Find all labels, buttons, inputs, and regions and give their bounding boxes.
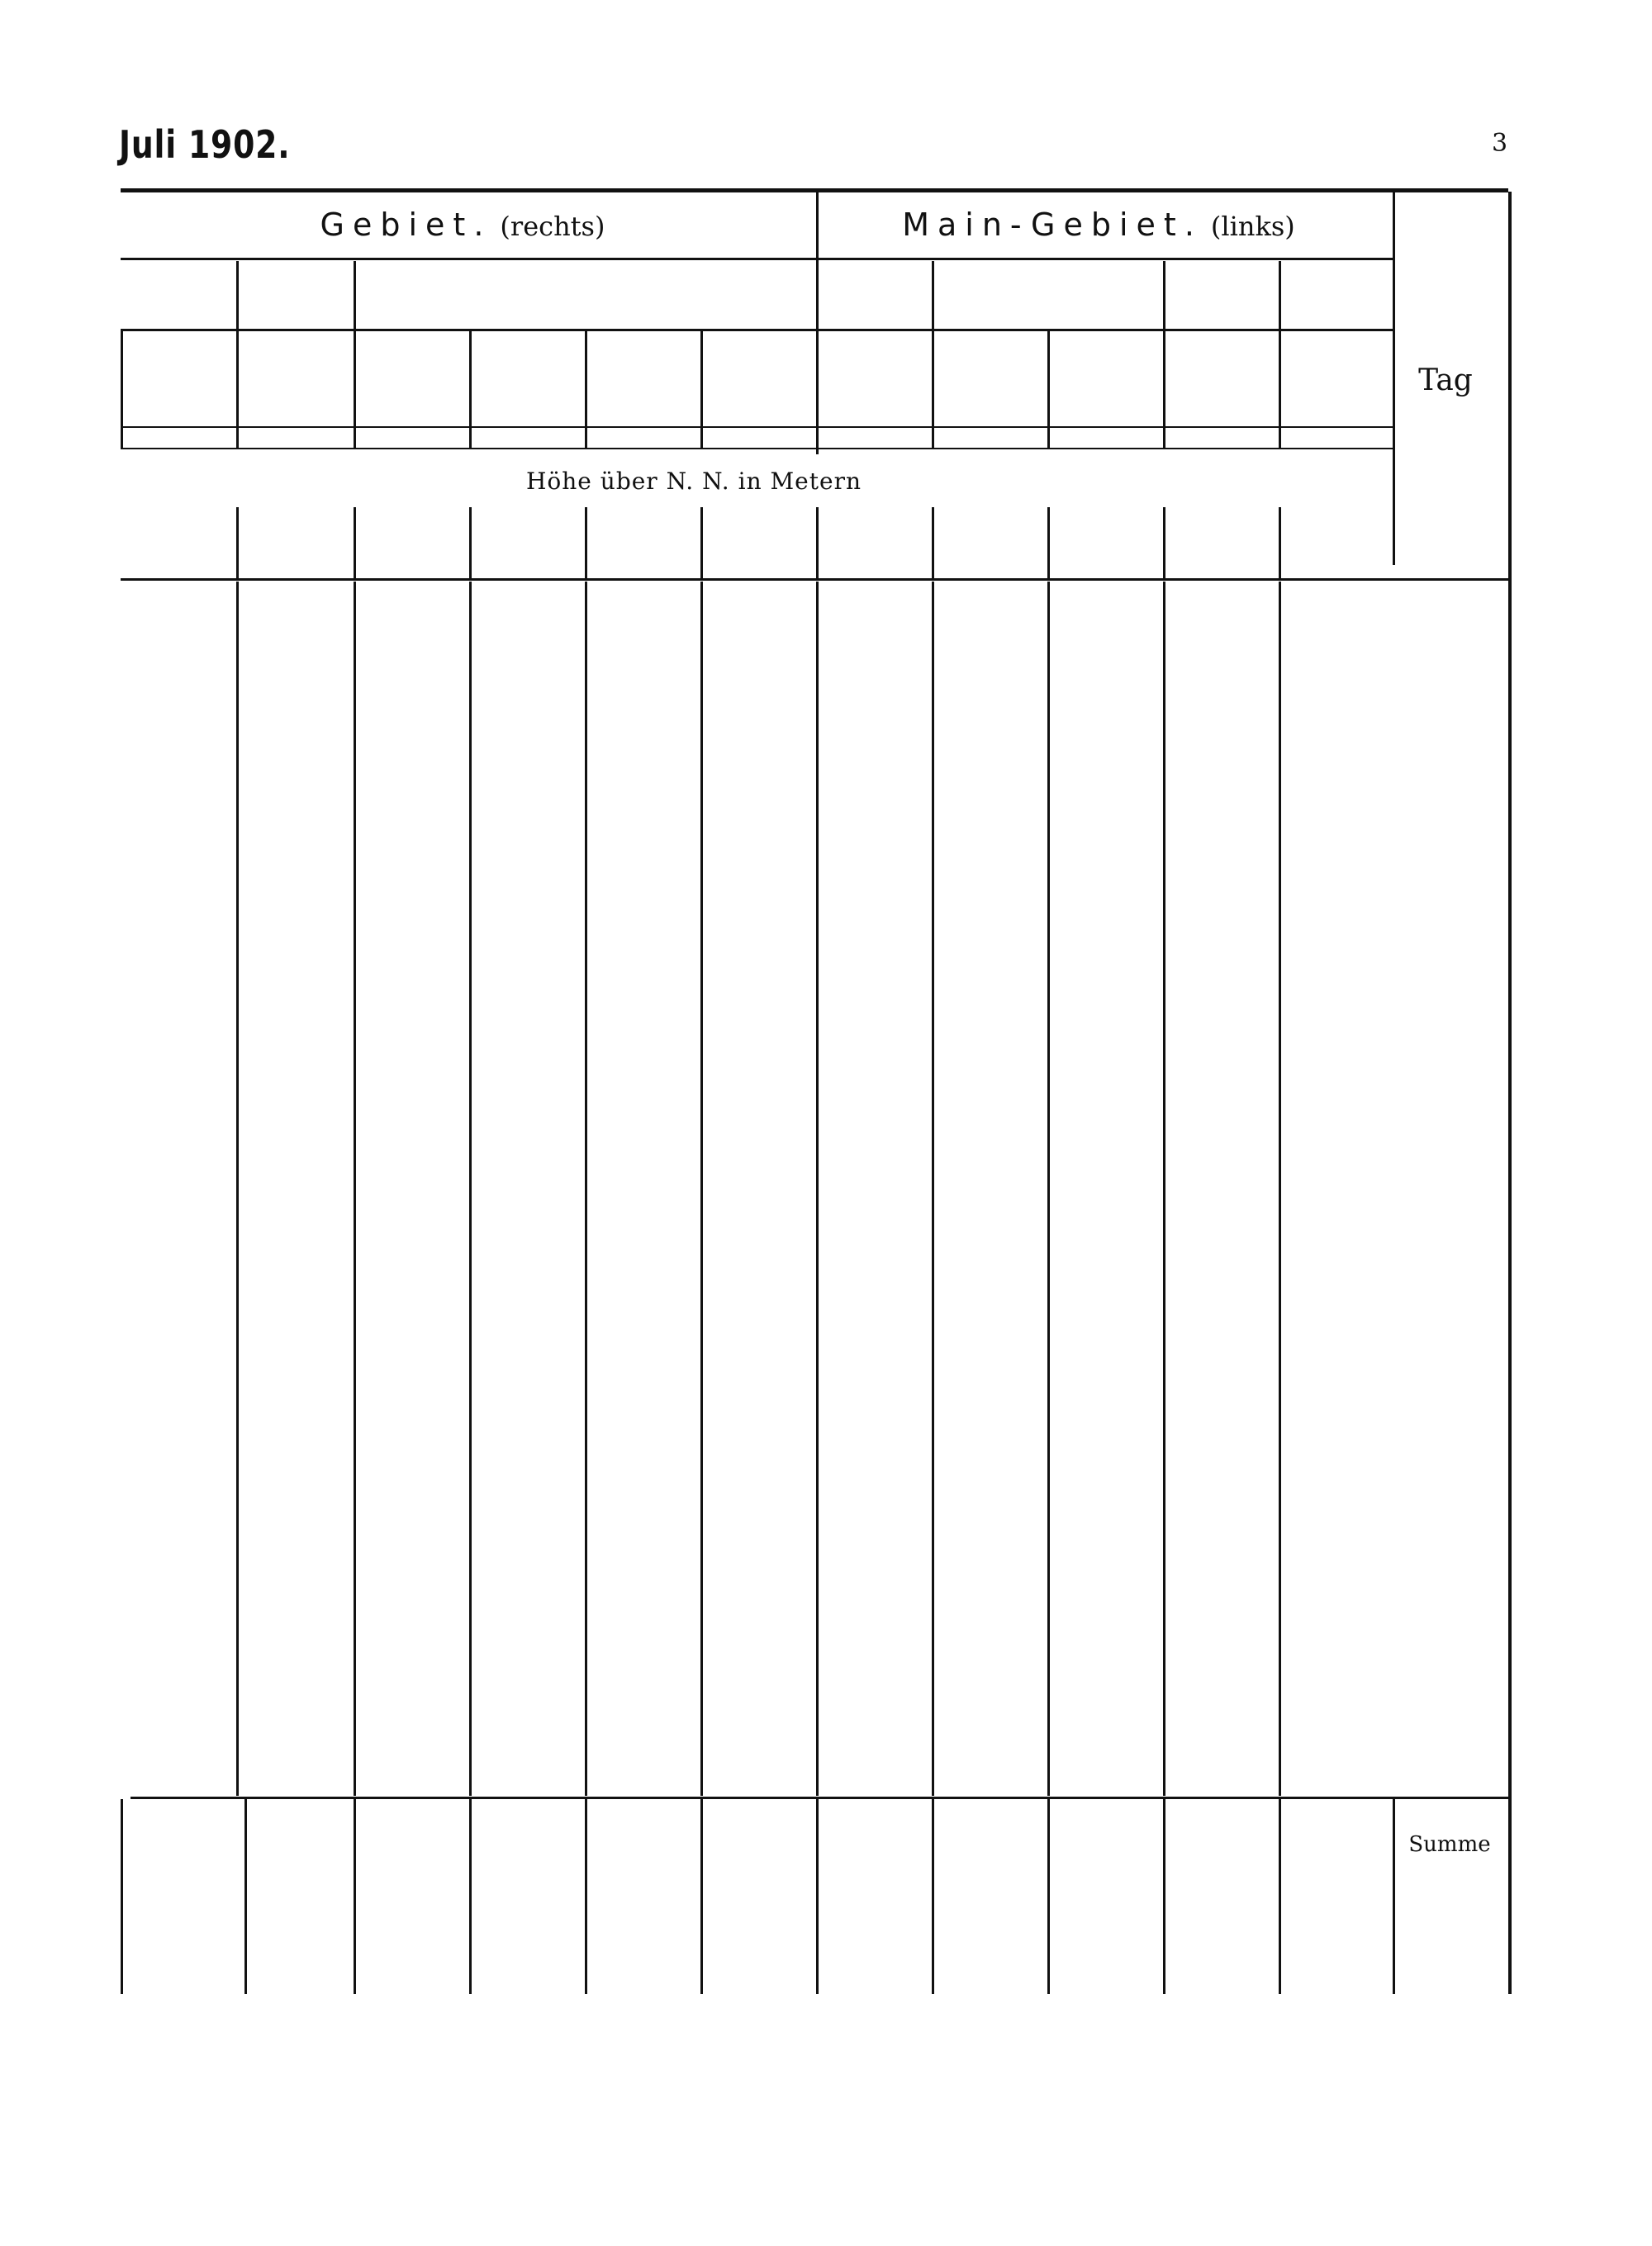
river-name (816, 263, 932, 327)
column-rule (1163, 582, 1165, 1796)
column-rule (700, 507, 703, 578)
region-left-header (124, 207, 801, 243)
column-rule (1163, 507, 1165, 578)
rule-line (131, 1797, 1508, 1799)
station-name (1279, 334, 1393, 425)
column-rule (932, 582, 934, 1796)
river-name (932, 263, 1163, 327)
column-rule (354, 507, 356, 578)
column-rule (1393, 1799, 1395, 1994)
column-rule (585, 1799, 587, 1994)
station-name (816, 334, 932, 425)
river-name (236, 263, 354, 327)
column-rule (585, 582, 587, 1796)
station-name (585, 334, 700, 425)
column-rule (1279, 507, 1281, 578)
column-rule (1047, 507, 1050, 578)
tag-header: Tag (1418, 363, 1473, 397)
column-rule (816, 507, 819, 578)
river-name (354, 263, 816, 327)
station-name (236, 334, 354, 425)
page-number: 3 (1492, 129, 1508, 158)
region-right-header (809, 207, 1388, 243)
column-rule (932, 1799, 934, 1994)
river-name (1163, 263, 1279, 327)
station-name (1047, 334, 1163, 425)
column-rule (244, 1799, 247, 1994)
rule-line (121, 329, 1393, 331)
column-rule (469, 1799, 472, 1994)
column-rule (354, 582, 356, 1796)
rule-line (121, 188, 1508, 192)
rule-line (121, 426, 1393, 428)
station-name (121, 334, 236, 425)
column-rule (816, 582, 819, 1796)
elevation-label: Höhe über N. N. in Metern (526, 468, 862, 495)
column-rule (1047, 1799, 1050, 1994)
column-rule (236, 507, 239, 578)
column-rule (354, 1799, 356, 1994)
column-rule (1279, 1799, 1281, 1994)
station-name (700, 334, 816, 425)
station-name (469, 334, 585, 425)
rule-line (121, 258, 1393, 260)
column-rule (932, 507, 934, 578)
river-name (1279, 263, 1393, 327)
column-rule (469, 582, 472, 1796)
region-right-sub: (links) (1210, 211, 1295, 242)
region-right-name: Main-Gebiet. (902, 207, 1203, 243)
region-left-sub: (rechts) (500, 211, 605, 242)
column-rule (1508, 192, 1512, 1994)
rule-line (121, 578, 1508, 581)
rule-line (121, 448, 1393, 449)
column-rule (816, 1799, 819, 1994)
sum-label: Summe (1408, 1832, 1491, 1857)
column-rule (1047, 582, 1050, 1796)
column-rule (1163, 1799, 1165, 1994)
column-rule (700, 1799, 703, 1994)
column-rule (121, 1799, 123, 1994)
column-rule (585, 507, 587, 578)
column-rule (1279, 582, 1281, 1796)
station-name (1163, 334, 1279, 425)
station-name (354, 334, 469, 425)
column-rule (469, 507, 472, 578)
river-name (121, 263, 236, 327)
station-name (932, 334, 1047, 425)
column-rule (236, 582, 239, 1796)
column-rule (700, 582, 703, 1796)
page-title: Juli 1902. (119, 122, 291, 167)
region-left-name: Gebiet. (320, 207, 492, 243)
